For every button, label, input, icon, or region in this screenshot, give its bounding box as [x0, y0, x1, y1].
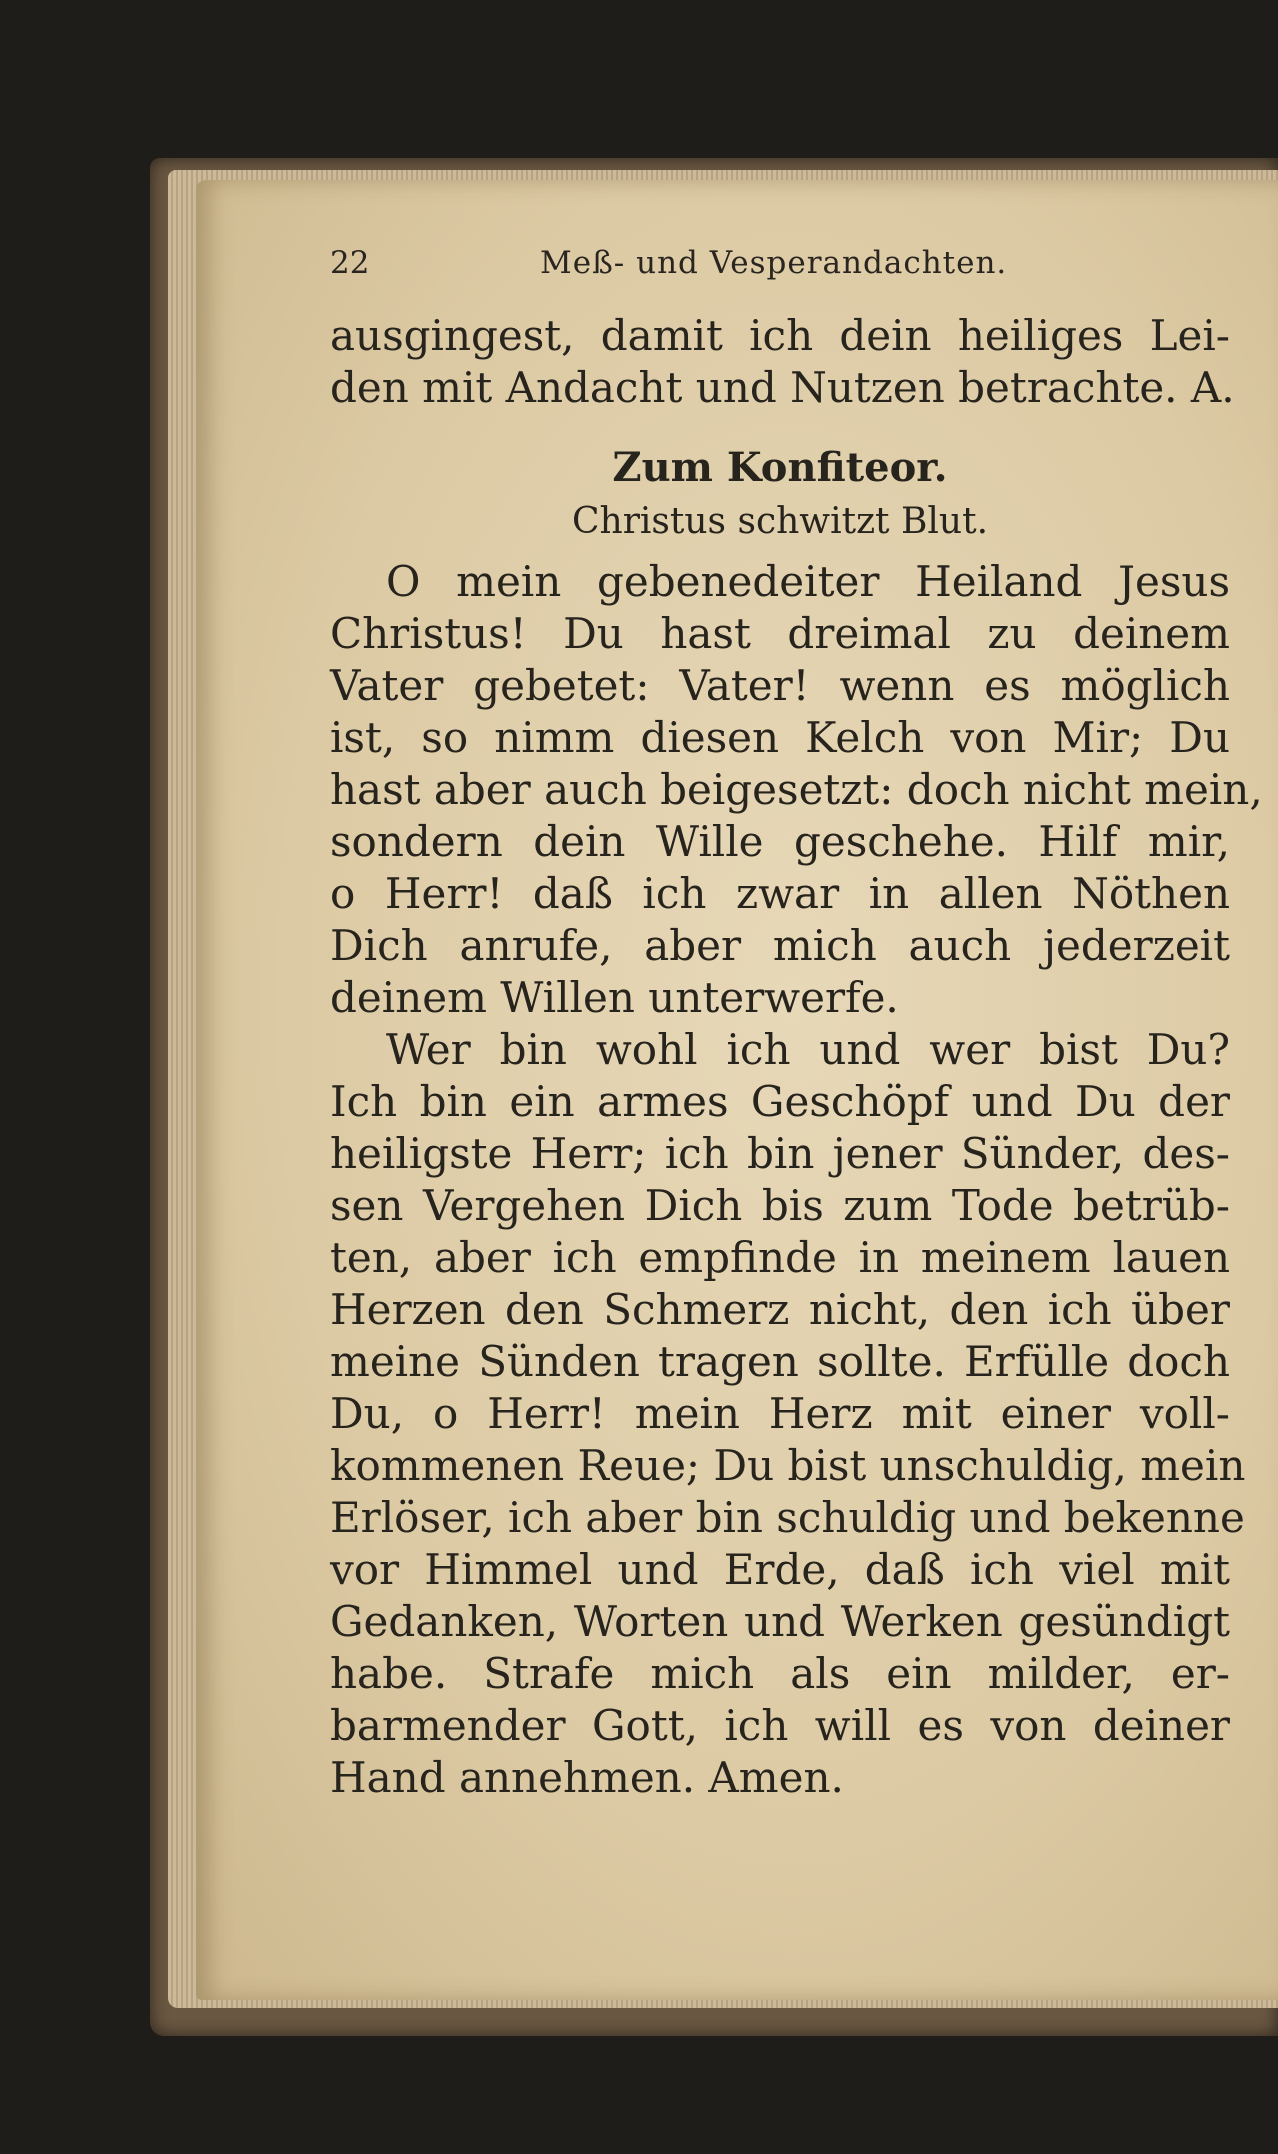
section-heading: Zum Konfiteor.	[612, 444, 948, 491]
text-line: habe. Strafe mich als ein milder, er-	[330, 1649, 1230, 1698]
text-line: Erlöser, ich aber bin schuldig und bekenne	[330, 1493, 1245, 1542]
text-line: o Herr! daß ich zwar in allen Nöthen	[330, 869, 1230, 918]
text-line: Gedanken, Worten und Werken gesündigt	[330, 1597, 1230, 1646]
page-number: 22	[330, 245, 370, 281]
text-line: Christus! Du hast dreimal zu deinem	[330, 609, 1230, 658]
text-line: sen Vergehen Dich bis zum Tode betrüb-	[330, 1181, 1230, 1230]
text-line: Wer bin wohl ich und wer bist Du?	[386, 1025, 1230, 1074]
text-line: ten, aber ich empfinde in meinem lauen	[330, 1233, 1230, 1282]
text-line: kommenen Reue; Du bist unschuldig, mein	[330, 1441, 1246, 1490]
text-line: sondern dein Wille geschehe. Hilf mir,	[330, 817, 1230, 866]
text-line: Herzen den Schmerz nicht, den ich über	[330, 1285, 1230, 1334]
text-line: meine Sünden tragen sollte. Erfülle doch	[330, 1337, 1230, 1386]
text-line: Vater gebetet: Vater! wenn es möglich	[330, 661, 1230, 710]
text-block	[330, 310, 1263, 1804]
text-line: heiligste Herr; ich bin jener Sünder, des-	[330, 1129, 1230, 1178]
running-title: Meß- und Vesperandachten.	[540, 245, 1008, 281]
text-line: ausgingest, damit ich dein heiliges Lei-	[330, 311, 1230, 360]
running-head	[330, 238, 1230, 288]
section-subheading: Christus schwitzt Blut.	[571, 501, 989, 542]
text-line: den mit Andacht und Nutzen betrachte. A.	[330, 363, 1235, 412]
text-line: Ich bin ein armes Geschöpf und Du der	[330, 1077, 1230, 1126]
text-line: deinem Willen unterwerfe.	[330, 973, 899, 1022]
text-line: Du, o Herr! mein Herz mit einer voll-	[330, 1389, 1230, 1438]
text-line: Dich anrufe, aber mich auch jederzeit	[330, 921, 1230, 970]
text-line: O mein gebenedeiter Heiland Jesus	[386, 557, 1230, 606]
text-line: barmender Gott, ich will es von deiner	[330, 1701, 1230, 1750]
text-line: hast aber auch beigesetzt: doch nicht mein,	[330, 765, 1263, 814]
text-line: ist, so nimm diesen Kelch von Mir; Du	[330, 713, 1230, 762]
text-line: vor Himmel und Erde, daß ich viel mit	[330, 1545, 1230, 1594]
text-line: Hand annehmen. Amen.	[330, 1753, 844, 1802]
